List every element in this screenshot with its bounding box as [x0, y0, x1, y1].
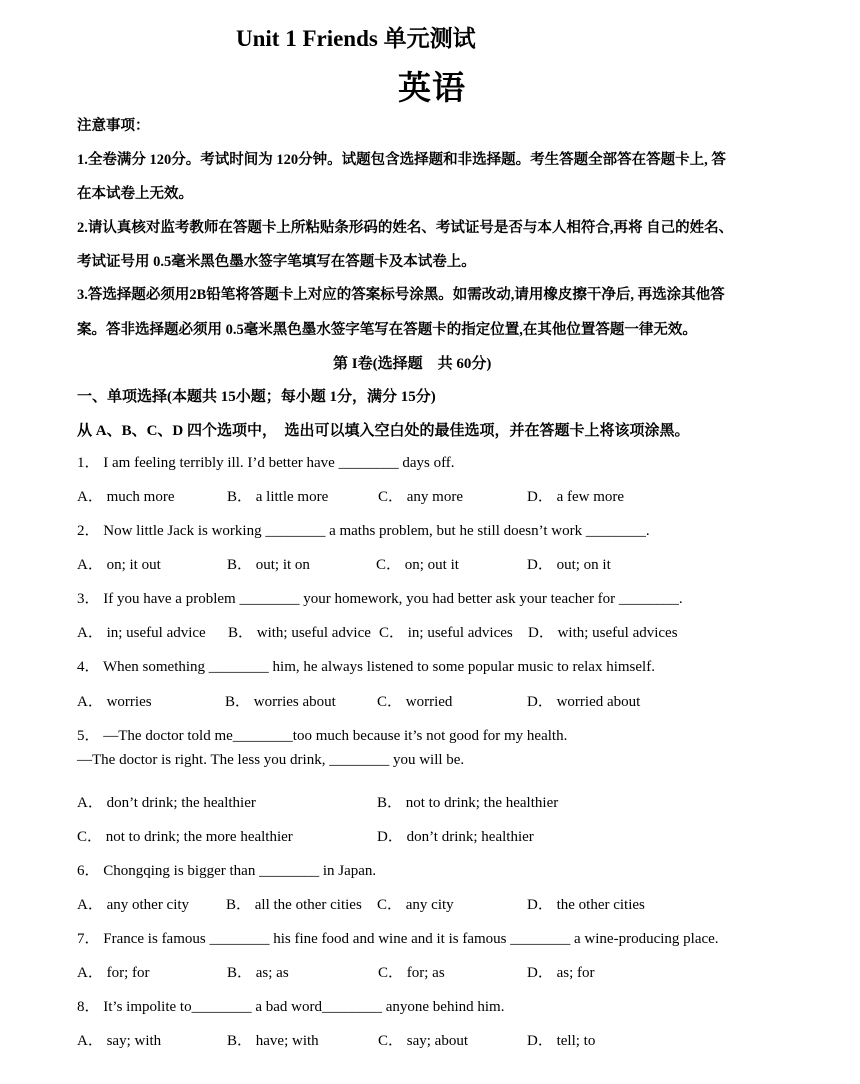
option-a: A． say; with: [77, 1033, 162, 1049]
question-stem: 5． —The doctor told me________too much because it’s not good for my health.: [77, 728, 568, 744]
question-stem: 4． When something ________ him, he always listened to some popular music to relax himself.: [77, 659, 655, 675]
notes-line: 1.全卷满分 120分。考试时间为 120分钟。试题包含选择题和非选择题。考生答题全部答在答题卡上, 答: [77, 152, 726, 168]
option-d: D． tell; to: [527, 1033, 596, 1049]
option-d: D． the other cities: [527, 897, 645, 913]
option-a: A． on; it out: [77, 557, 161, 573]
question-stem: 2． Now little Jack is working ________ a maths problem, but he still doesn’t work ________.: [77, 523, 650, 539]
option-b: B． a little more: [227, 489, 329, 505]
option-c: C． not to drink; the more healthier: [77, 829, 293, 845]
option-b: B． have; with: [227, 1033, 319, 1049]
option-d: D． a few more: [527, 489, 625, 505]
notes-line: 2.请认真核对监考教师在答题卡上所粘贴条形码的姓名、考试证号是否与本人相符合,再将 自己的姓名、: [77, 220, 734, 236]
option-b: B． with; useful advice: [228, 625, 371, 641]
option-b: B． all the other cities: [226, 897, 362, 913]
notes-line: 考试证号用 0.5毫米黑色墨水签字笔填写在答题卡及本试卷上。: [77, 254, 476, 270]
notes-line: 3.答选择题必须用2B铅笔将答题卡上对应的答案标号涂黑。如需改动,请用橡皮擦干净后, 再选涂其他答: [77, 287, 725, 303]
section-heading: 一、单项选择(本题共 15小题；每小题 1分，满分 15分): [77, 389, 436, 405]
question-stem: 3． If you have a problem ________ your homework, you had better ask your teacher for ________.: [77, 591, 683, 607]
option-c: C． any city: [377, 897, 454, 913]
question-stem: 6． Chongqing is bigger than ________ in Japan.: [77, 863, 377, 879]
notes-line: 案。答非选择题必须用 0.5毫米黑色墨水签字笔写在答题卡的指定位置,在其他位置答题一律无效。: [77, 322, 697, 338]
option-a: A． much more: [77, 489, 175, 505]
option-a: A． any other city: [77, 897, 190, 913]
option-d: D． as; for: [527, 965, 595, 981]
part-heading: 第 I卷(选择题 共 60分): [333, 356, 492, 372]
option-c: C． in; useful advices: [379, 625, 513, 641]
option-c: C． on; out it: [376, 557, 459, 573]
subject-heading: 英语: [398, 71, 466, 107]
option-d: D． with; useful advices: [528, 625, 678, 641]
option-c: C． for; as: [378, 965, 445, 981]
question-stem-continued: —The doctor is right. The less you drink, ________ you will be.: [77, 752, 465, 768]
question-stem: 1． I am feeling terribly ill. I’d better have ________ days off.: [77, 455, 455, 471]
option-b: B． as; as: [227, 965, 289, 981]
question-stem: 7． France is famous ________ his fine food and wine and it is famous ________ a wine-producing place.: [77, 931, 719, 947]
option-b: B． not to drink; the healthier: [377, 795, 559, 811]
notes-line: 在本试卷上无效。: [77, 186, 193, 202]
section-instruction: 从 A、B、C、D 四个选项中， 选出可以填入空白处的最佳选项，并在答题卡上将该项涂黑。: [77, 423, 690, 439]
page-title: Unit 1 Friends 单元测试: [236, 26, 476, 51]
option-a: A． in; useful advice: [77, 625, 206, 641]
option-d: D． worried about: [527, 694, 641, 710]
option-b: B． worries about: [225, 694, 336, 710]
option-c: C． worried: [377, 694, 453, 710]
question-stem: 8． It’s impolite to________ a bad word________ anyone behind him.: [77, 999, 505, 1015]
option-a: A． don’t drink; the healthier: [77, 795, 256, 811]
option-a: A． for; for: [77, 965, 150, 981]
notes-heading: 注意事项：: [77, 118, 150, 134]
option-a: A． worries: [77, 694, 152, 710]
option-c: C． say; about: [378, 1033, 468, 1049]
option-b: B． out; it on: [227, 557, 310, 573]
option-c: C． any more: [378, 489, 463, 505]
option-d: D． out; on it: [527, 557, 611, 573]
option-d: D． don’t drink; healthier: [377, 829, 534, 845]
